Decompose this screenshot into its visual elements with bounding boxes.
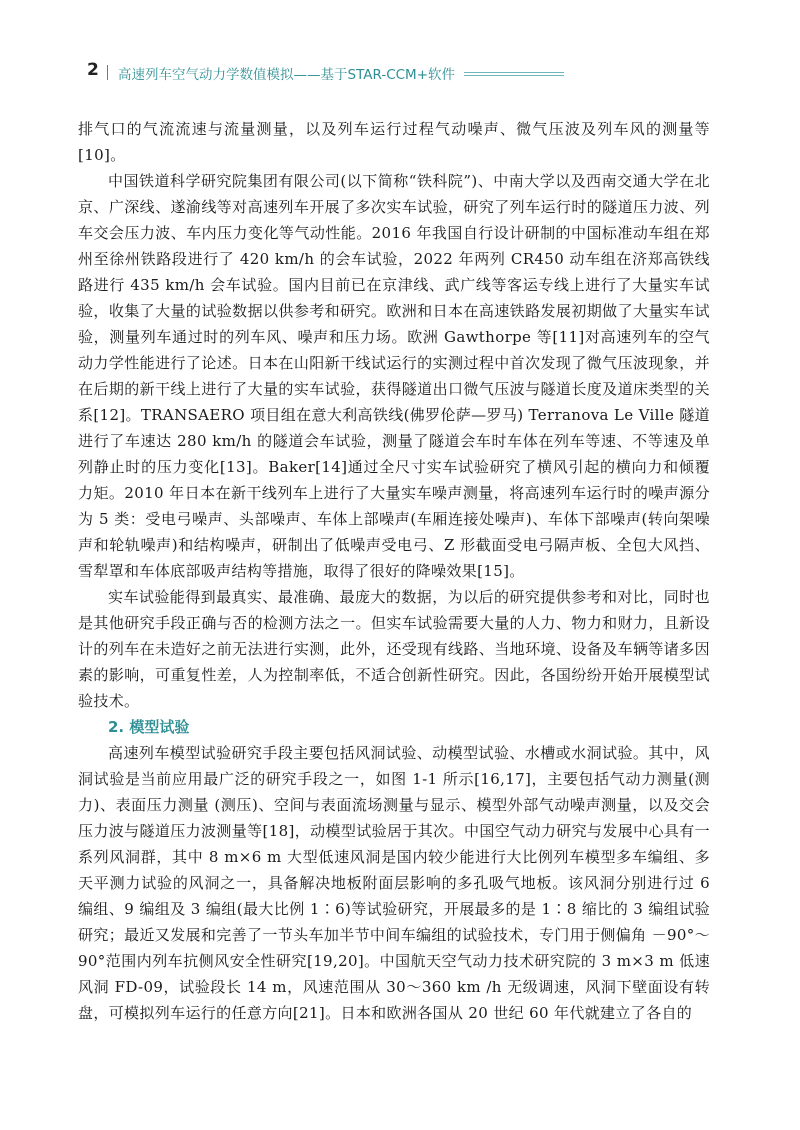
body-text <box>78 116 710 1026</box>
paragraph: 中国铁道科学研究院集团有限公司(以下简称“铁科院”)、中南大学以及西南交通大学在北京、广深线、遂渝线等对高速列车开展了多次实车试验，研究了列车运行时的隧道压力波、列车交会压力波、车内压力变化等气动性能。2016 年我国自行设计研制的中国标准动车组在郑州至徐州铁路段进行了 420 km/h 的会车试验，2022 年两列 CR450 动车组在济郑高铁线路进行 435 km/h 会车试验。国内目前已在京津线、武广线等客运专线上进行了大量实车试验，收集了大量的试验数据以供参考和研究。欧洲和日本在高速铁路发展初期做了大量实车试验，测量列车通过时的列车风、噪声和压力场。欧洲 Gawthorpe 等[11]对高速列车的空气动力学性能进行了论述。日本在山阳新干线试运行的实测过程中首次发现了微气压波现象，并在后期的新干线上进行了大量的实车试验，获得隧道出口微气压波与隧道长度及道床类型的关系[12]。TRANSAERO 项目组在意大利高铁线(佛罗伦萨—罗马) Terranova Le Ville 隧道进行了车速达 280 km/h 的隧道会车试验，测量了隧道会车时车体在列车等速、不等速及单列静止时的压力变化[13]。Baker[14]通过全尺寸实车试验研究了横风引起的横向力和倾覆力矩。2010 年日本在新干线列车上进行了大量实车噪声测量，将高速列车运行时的噪声源分为 5 类：受电弓噪声、头部噪声、车体上部噪声(车厢连接处噪声)、车体下部噪声(转向架噪声和轮轨噪声)和结构噪声，研制出了低噪声受电弓、Z 形截面受电弓隔声板、全包大风挡、雪犁罩和车体底部吸声结构等措施，取得了很好的降噪效果[15]。 <box>78 172 710 580</box>
running-title: 高速列车空气动力学数值模拟——基于STAR-CCM+软件 <box>118 67 456 83</box>
header-divider <box>107 65 108 80</box>
paragraph: 高速列车模型试验研究手段主要包括风洞试验、动模型试验、水槽或水洞试验。其中，风洞试验是当前应用最广泛的研究手段之一，如图 1-1 所示[16,17]，主要包括气动力测量(测力)、表面压力测量 (测压)、空间与表面流场测量与显示、模型外部气动噪声测量，以及交会压力波与隧道压力波测量等[18]，动模型试验居于其次。中国空气动力研究与发展中心具有一系列风洞群，其中 8 m×6 m 大型低速风洞是国内较少能进行大比例列车模型多车编组、多天平测力试验的风洞之一，具备解决地板附面层影响的多孔吸气地板。该风洞分别进行过 6 编组、9 编组及 3 编组(最大比例 1∶6)等试验研究，开展最多的是 1∶8 缩比的 3 编组试验研究；最近又发展和完善了一节头车加半节中间车编组的试验技术，专门用于侧偏角 －90°～90°范围内列车抗侧风安全性研究[19,20]。中国航天空气动力技术研究院的 3 m×3 m 低速风洞 FD-09，试验段长 14 m，风速范围从 30～360 km /h 无级调速，风洞下壁面设有转盘，可模拟列车运行的任意方向[21]。日本和欧洲各国从 20 世纪 60 年代就建立了各自的 <box>78 744 710 1022</box>
paragraph: 实车试验能得到最真实、最准确、最庞大的数据，为以后的研究提供参考和对比，同时也是其他研究手段正确与否的检测方法之一。但实车试验需要大量的人力、物力和财力，且新设计的列车在未造好之前无法进行实测，此外，还受现有线路、当地环境、设备及车辆等诸多因素的影响，可重复性差，人为控制率低，不适合创新性研究。因此，各国纷纷开始开展模型试验技术。 <box>78 588 710 710</box>
page-header <box>0 0 800 98</box>
page-number: 2 <box>87 60 99 80</box>
paragraph: 排气口的气流流速与流量测量，以及列车运行过程气动噪声、微气压波及列车风的测量等[10]。 <box>78 120 710 164</box>
header-decorative-rule <box>464 72 564 76</box>
section-heading: 2. 模型试验 <box>108 718 190 736</box>
